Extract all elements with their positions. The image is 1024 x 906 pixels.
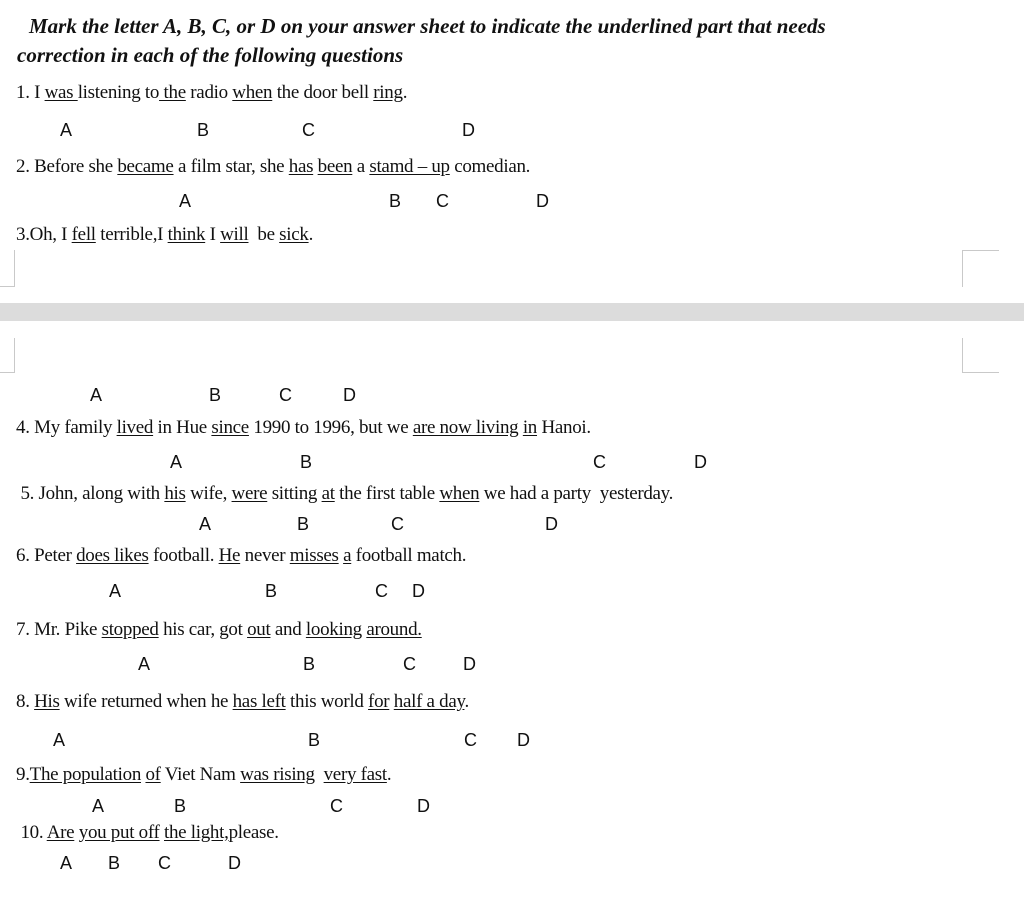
answer-option-d: D bbox=[536, 191, 549, 211]
underlined-part: He bbox=[218, 545, 241, 566]
question-5 bbox=[16, 482, 673, 506]
question-text: sitting bbox=[267, 483, 322, 504]
page-separator bbox=[0, 303, 1024, 321]
page-corner-mark bbox=[0, 250, 15, 287]
question-text: listening to bbox=[77, 82, 160, 103]
answer-option-c: C bbox=[302, 120, 315, 140]
answer-option-c: C bbox=[279, 385, 292, 405]
underlined-part: the light, bbox=[164, 822, 229, 843]
answer-option-b: B bbox=[389, 191, 402, 211]
question-3 bbox=[16, 223, 313, 247]
underlined-part: around. bbox=[366, 619, 422, 640]
question-text: 3.Oh, I bbox=[16, 224, 72, 245]
question-text: 7. Mr. Pike bbox=[16, 619, 102, 640]
answer-option-d: D bbox=[417, 796, 430, 816]
answer-option-d: D bbox=[343, 385, 356, 405]
question-text: . bbox=[308, 224, 314, 245]
underlined-part: his bbox=[164, 483, 186, 504]
question-text: 8. bbox=[16, 691, 35, 712]
question-text: this world bbox=[285, 691, 369, 712]
underlined-part: a bbox=[343, 545, 352, 566]
question-text: the first table bbox=[334, 483, 440, 504]
answer-option-b: B bbox=[108, 853, 121, 873]
answer-option-a: A bbox=[138, 654, 151, 674]
question-text: be bbox=[248, 224, 280, 245]
question-10 bbox=[16, 821, 279, 845]
question-text: radio bbox=[185, 82, 233, 103]
question-text: I bbox=[205, 224, 221, 245]
answer-option-d: D bbox=[545, 514, 558, 534]
question-text: wife returned when he bbox=[59, 691, 233, 712]
question-text: . bbox=[386, 764, 392, 785]
answer-option-c: C bbox=[158, 853, 171, 873]
question-1 bbox=[16, 81, 407, 105]
answer-option-d: D bbox=[228, 853, 241, 873]
question-text: a bbox=[352, 156, 370, 177]
question-text bbox=[315, 764, 324, 785]
question-text: please. bbox=[228, 822, 279, 843]
answer-option-b: B bbox=[300, 452, 313, 472]
underlined-part: stamd – up bbox=[369, 156, 450, 177]
underlined-part: in bbox=[522, 417, 538, 438]
question-text: the door bell bbox=[272, 82, 374, 103]
question-text: 2. Before she bbox=[16, 156, 118, 177]
answer-option-c: C bbox=[593, 452, 606, 472]
answer-option-b: B bbox=[197, 120, 210, 140]
underlined-part: the bbox=[159, 82, 186, 103]
underlined-part: will bbox=[220, 224, 249, 245]
underlined-part: The population bbox=[29, 764, 142, 785]
underlined-part: when bbox=[439, 483, 480, 504]
answer-option-c: C bbox=[403, 654, 416, 674]
question-text: 10. bbox=[16, 822, 47, 843]
answer-option-a: A bbox=[199, 514, 212, 534]
answer-option-c: C bbox=[391, 514, 404, 534]
question-text: never bbox=[240, 545, 290, 566]
question-9 bbox=[16, 763, 391, 787]
underlined-part: has bbox=[288, 156, 314, 177]
question-text: a film star, she bbox=[173, 156, 289, 177]
underlined-part: lived bbox=[116, 417, 154, 438]
answer-option-b: B bbox=[174, 796, 187, 816]
question-text: Hanoi. bbox=[537, 417, 591, 438]
answer-option-d: D bbox=[517, 730, 530, 750]
answer-option-c: C bbox=[375, 581, 388, 601]
page-corner-mark bbox=[0, 338, 15, 373]
underlined-part: does likes bbox=[76, 545, 149, 566]
underlined-part: think bbox=[167, 224, 206, 245]
answer-option-a: A bbox=[60, 120, 73, 140]
question-text: his car, got bbox=[158, 619, 248, 640]
answer-option-a: A bbox=[90, 385, 103, 405]
answer-option-d: D bbox=[412, 581, 425, 601]
question-text: 9. bbox=[16, 764, 30, 785]
question-text: football match. bbox=[351, 545, 467, 566]
underlined-part: has left bbox=[232, 691, 286, 712]
question-text: football. bbox=[148, 545, 219, 566]
question-text: 1. I bbox=[16, 82, 45, 103]
underlined-part: are now living bbox=[412, 417, 519, 438]
underlined-part: Are bbox=[46, 822, 75, 843]
page-corner-mark bbox=[962, 250, 999, 287]
answer-option-a: A bbox=[179, 191, 192, 211]
question-text: . bbox=[402, 82, 408, 103]
question-4 bbox=[16, 416, 591, 440]
underlined-part: of bbox=[145, 764, 161, 785]
page-break bbox=[0, 287, 1024, 337]
question-text: 6. Peter bbox=[16, 545, 77, 566]
question-text: . bbox=[464, 691, 469, 712]
answer-option-d: D bbox=[462, 120, 475, 140]
answer-option-b: B bbox=[265, 581, 278, 601]
answer-option-b: B bbox=[308, 730, 321, 750]
underlined-part: out bbox=[247, 619, 271, 640]
underlined-part: at bbox=[321, 483, 335, 504]
question-text: comedian. bbox=[449, 156, 531, 177]
instruction-heading bbox=[17, 12, 1017, 70]
underlined-part: was rising bbox=[240, 764, 315, 785]
question-text: 4. My family bbox=[16, 417, 117, 438]
answer-option-c: C bbox=[464, 730, 477, 750]
question-8 bbox=[16, 690, 469, 714]
underlined-part: misses bbox=[289, 545, 339, 566]
underlined-part: was bbox=[44, 82, 78, 103]
underlined-part: stopped bbox=[101, 619, 159, 640]
answer-option-a: A bbox=[170, 452, 183, 472]
underlined-part: His bbox=[34, 691, 60, 712]
underlined-part: when bbox=[232, 82, 273, 103]
underlined-part: ring bbox=[373, 82, 403, 103]
underlined-part: fell bbox=[71, 224, 96, 245]
underlined-part: you put off bbox=[78, 822, 160, 843]
question-text: wife, bbox=[185, 483, 232, 504]
answer-option-d: D bbox=[463, 654, 476, 674]
question-6 bbox=[16, 544, 466, 568]
underlined-part: for bbox=[368, 691, 390, 712]
answer-option-b: B bbox=[297, 514, 310, 534]
question-2 bbox=[16, 155, 530, 179]
question-text: in Hue bbox=[153, 417, 212, 438]
answer-option-c: C bbox=[330, 796, 343, 816]
question-text: terrible,I bbox=[95, 224, 168, 245]
instruction-line-1: Mark the letter A, B, C, or D on your answer sheet to indicate the underlined part that needs bbox=[29, 14, 826, 38]
underlined-part: looking bbox=[305, 619, 362, 640]
answer-option-c: C bbox=[436, 191, 449, 211]
question-text: and bbox=[270, 619, 306, 640]
answer-option-a: A bbox=[53, 730, 66, 750]
answer-option-a: A bbox=[109, 581, 122, 601]
underlined-part: became bbox=[117, 156, 174, 177]
answer-option-b: B bbox=[303, 654, 316, 674]
question-text: 5. John, along with bbox=[16, 483, 165, 504]
question-text: 1990 to 1996, but we bbox=[248, 417, 413, 438]
page-corner-mark bbox=[962, 338, 999, 373]
instruction-line-2: correction in each of the following questions bbox=[17, 43, 404, 67]
answer-option-d: D bbox=[694, 452, 707, 472]
underlined-part: very fast bbox=[323, 764, 387, 785]
underlined-part: sick bbox=[279, 224, 309, 245]
question-text: Viet Nam bbox=[160, 764, 241, 785]
answer-option-b: B bbox=[209, 385, 222, 405]
question-text: we had a party yesterday. bbox=[479, 483, 674, 504]
underlined-part: since bbox=[211, 417, 249, 438]
answer-option-a: A bbox=[92, 796, 105, 816]
answer-option-a: A bbox=[60, 853, 73, 873]
underlined-part: been bbox=[317, 156, 353, 177]
underlined-part: were bbox=[231, 483, 268, 504]
underlined-part: half a day bbox=[393, 691, 465, 712]
question-7 bbox=[16, 618, 422, 642]
